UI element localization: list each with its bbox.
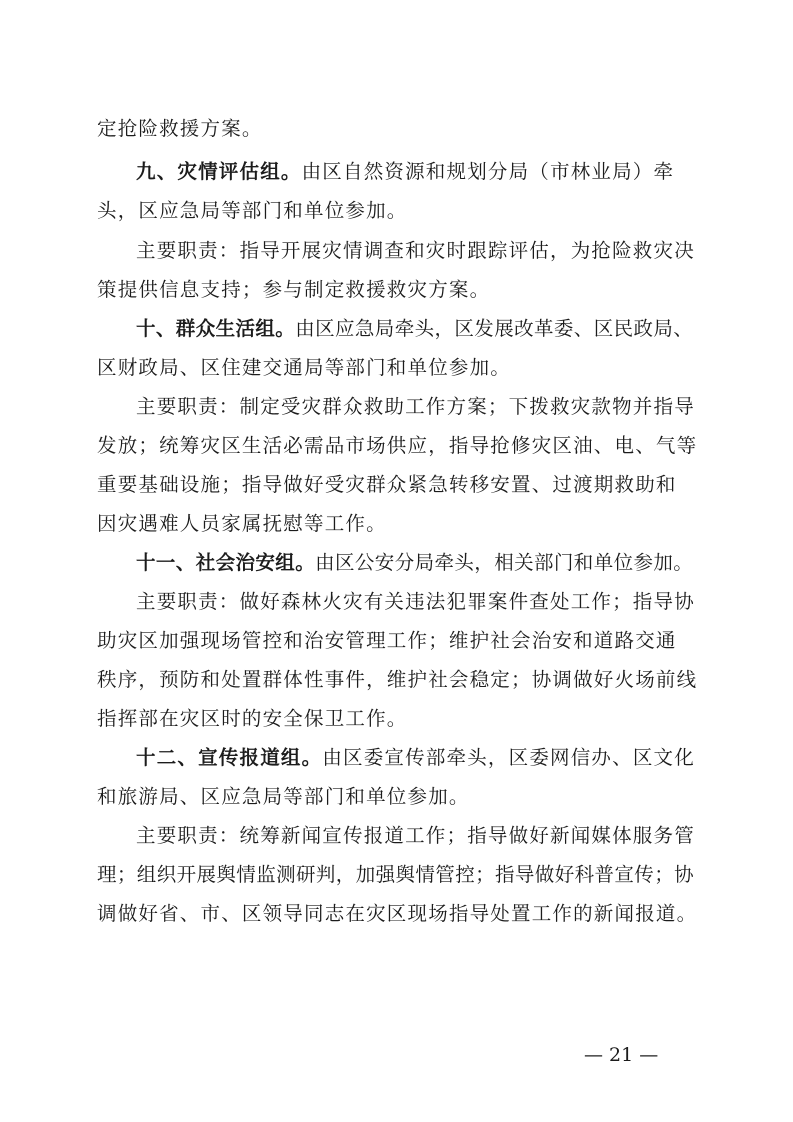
- text-line: [136, 737, 697, 779]
- text-line: [136, 151, 697, 193]
- text-line: [136, 308, 697, 350]
- text-line: 区财政局、区住建交通局等部门和单位参加。: [97, 356, 512, 379]
- text-line: 头，区应急局等部门和单位参加。: [97, 199, 408, 222]
- text-line: 重要基础设施；指导做好受灾群众紧急转移安置、过渡期救助和: [97, 473, 677, 496]
- page-number: — 21 —: [584, 1044, 659, 1066]
- text-line: 指挥部在灾区时的安全保卫工作。: [97, 707, 408, 730]
- text-line: 主要职责：做好森林火灾有关违法犯罪案件查处工作；指导协: [136, 590, 695, 613]
- text-line: 理；组织开展舆情监测研判，加强舆情管控；指导做好科普宣传；协: [97, 863, 695, 886]
- text-span: 由区应急局牵头，区发展改革委、区民政局、: [295, 317, 694, 340]
- text-line: 主要职责：指导开展灾情调查和灾时跟踪评估，为抢险救灾决: [136, 239, 695, 262]
- text-line: 策提供信息支持；参与制定救援救灾方案。: [97, 278, 491, 301]
- text-line: 和旅游局、区应急局等部门和单位参加。: [97, 785, 470, 808]
- text-line: 主要职责：统筹新闻宣传报道工作；指导做好新闻媒体服务管: [136, 824, 695, 847]
- section-heading-11: 十一、社会治安组。: [136, 551, 316, 574]
- text-line: 调做好省、市、区领导同志在灾区现场指导处置工作的新闻报道。: [97, 902, 698, 925]
- text-line: 因灾遇难人员家属抚慰等工作。: [97, 512, 387, 535]
- text-line: [136, 542, 697, 584]
- text-line: 发放；统筹灾区生活必需品市场供应，指导抢修灾区油、电、气等: [97, 434, 698, 457]
- section-heading-9: 九、灾情评估组。: [136, 160, 302, 183]
- text-span: 由区自然资源和规划分局（市林业局）牵: [301, 160, 675, 183]
- text-line: 主要职责：制定受灾群众救助工作方案；下拨救灾款物并指导: [136, 395, 695, 418]
- text-span: 由区委宣传部牵头，区委网信办、区文化: [322, 746, 695, 769]
- section-heading-12: 十二、宣传报道组。: [136, 746, 323, 769]
- text-line: 秩序，预防和处置群体性事件，维护社会稳定；协调做好火场前线: [97, 668, 698, 691]
- section-heading-10: 十、群众生活组。: [136, 317, 296, 340]
- text-line: 定抢险救援方案。: [97, 117, 263, 140]
- text-span: 由区公安分局牵头，相关部门和单位参加。: [315, 551, 694, 574]
- text-line: 助灾区加强现场管控和治安管理工作；维护社会治安和道路交通: [97, 629, 677, 652]
